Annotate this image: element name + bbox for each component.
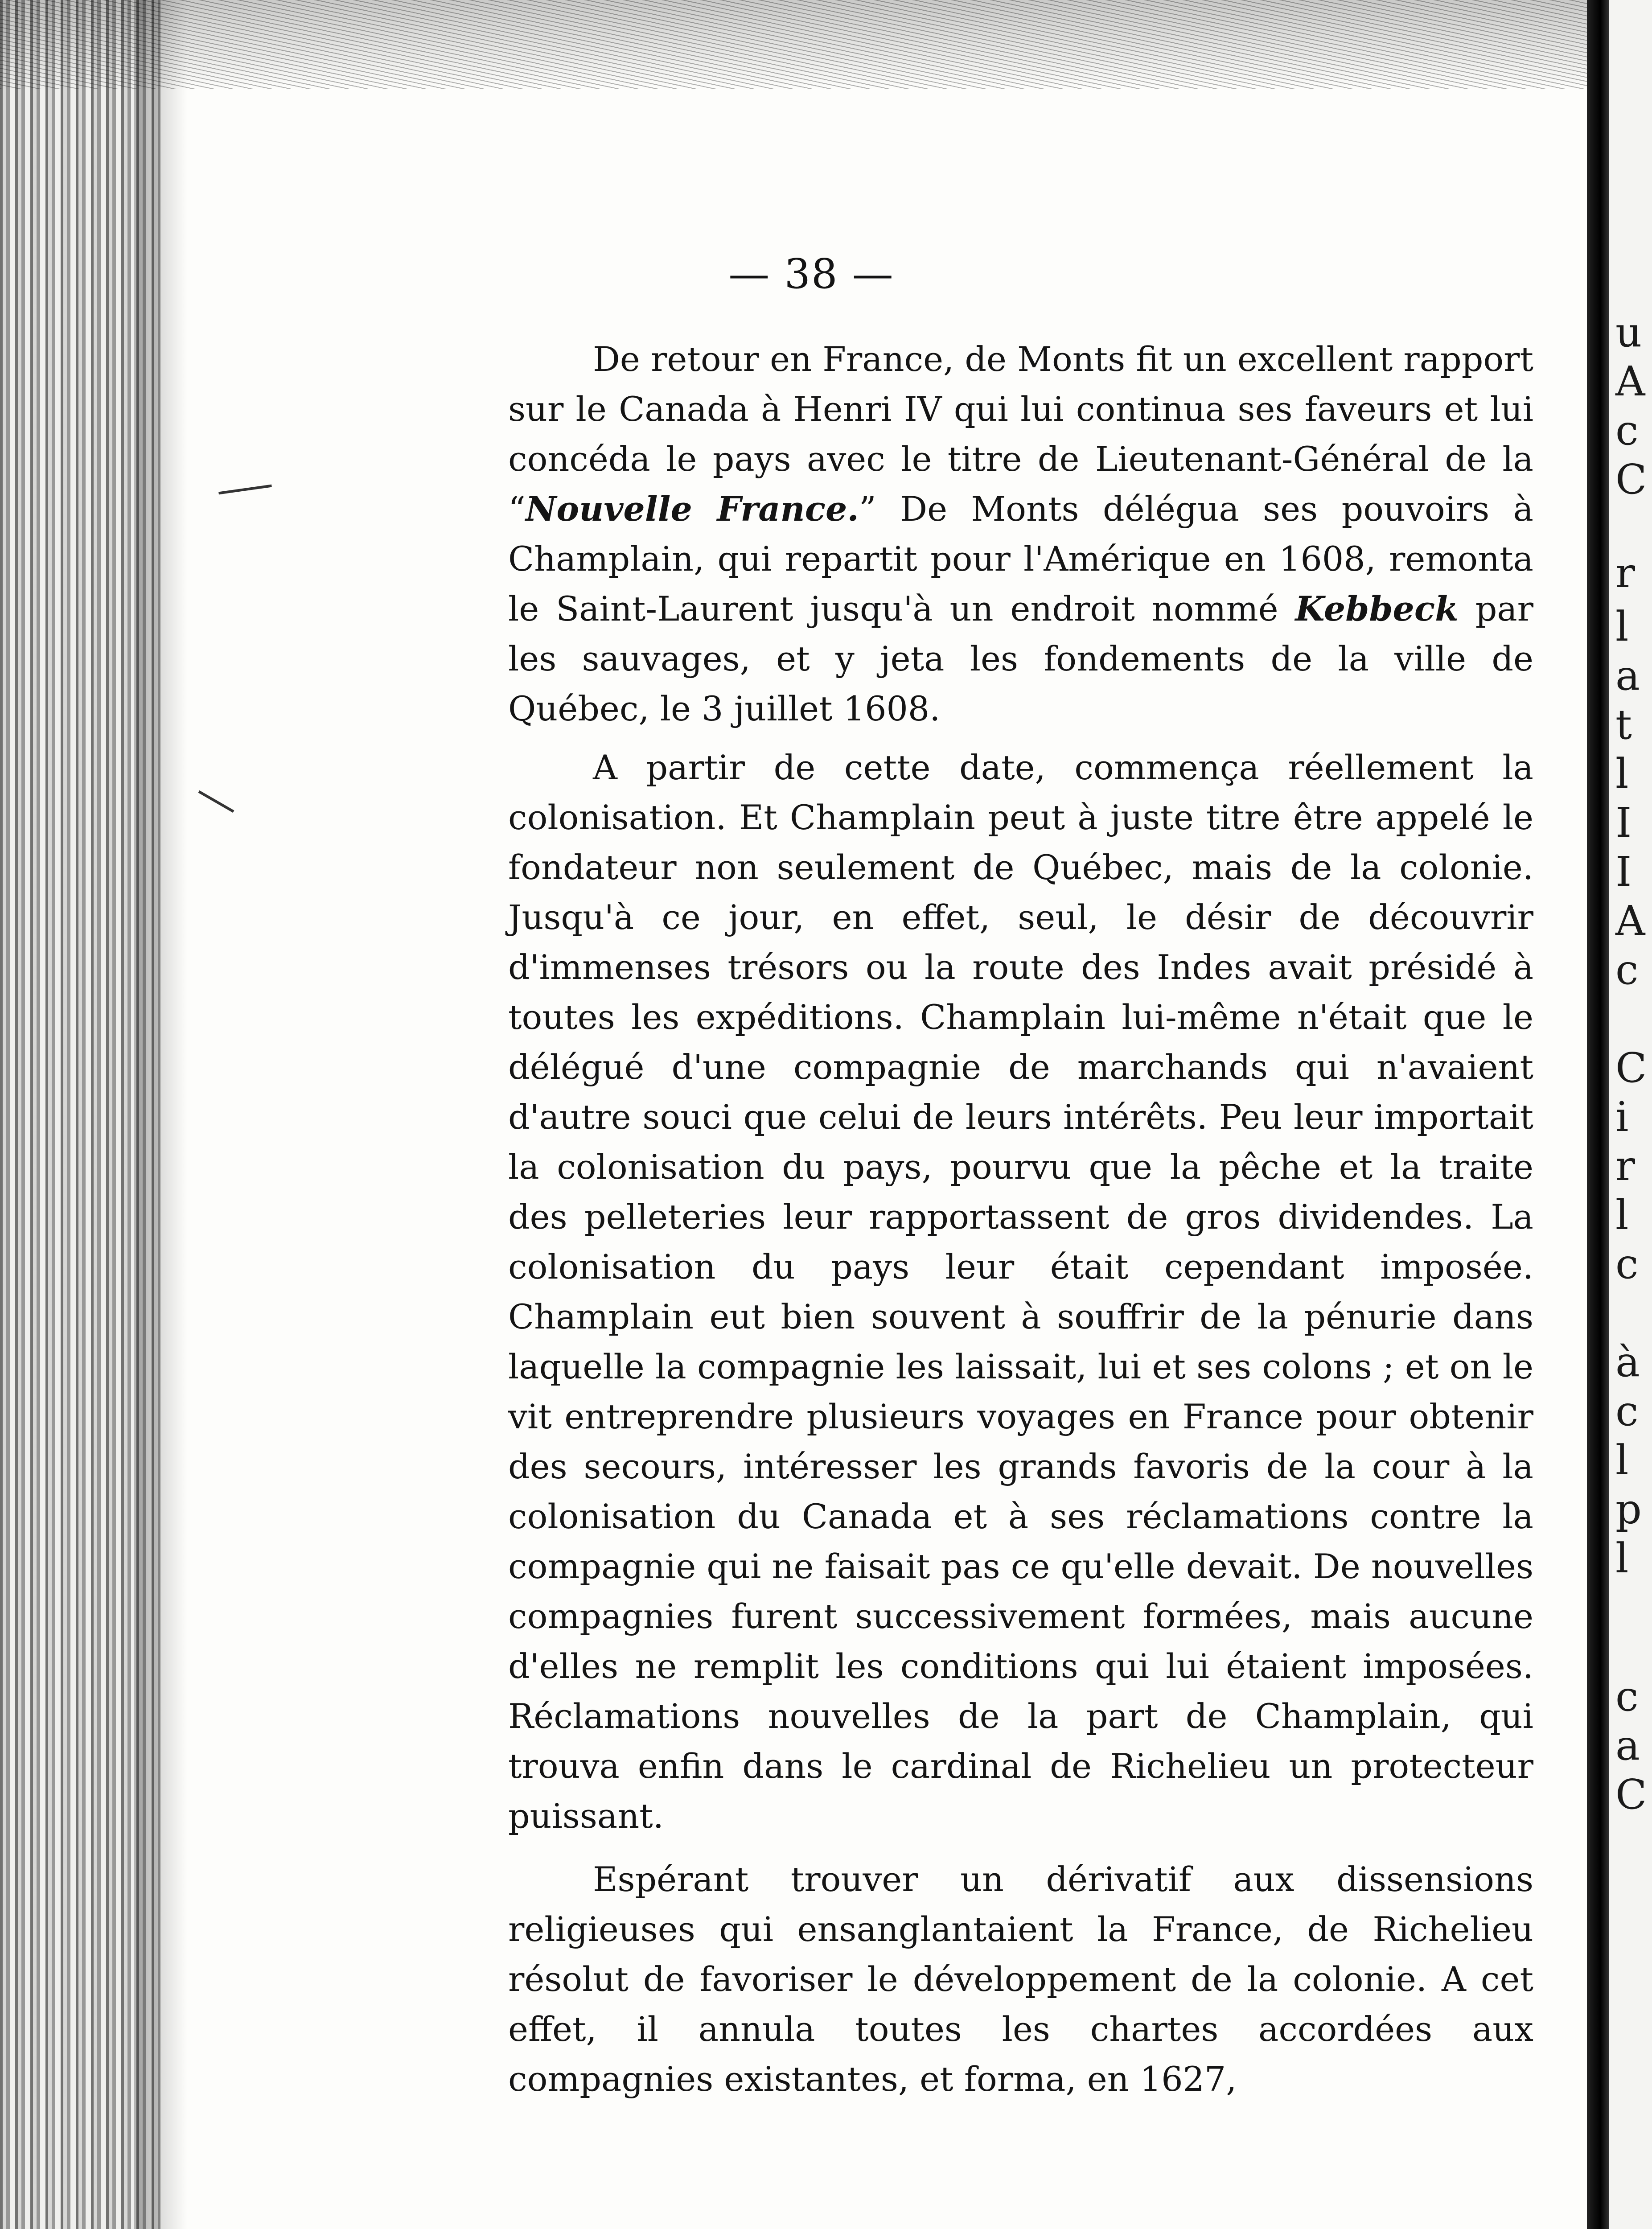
paragraph: A partir de cette date, commença réellement la colonisation. Et Champlain peut à juste titre être appelé le fondateur non seulement de Québec, mais de la colonie. Jusqu'à ce jour, en effet, seul, le désir de découvrir d'immenses trésors ou la route des Indes avait présidé à toutes les expéditions. Champlain lui-même n'était que le délégué d'une compagnie de marchands qui n'avaient d'autre souci que celui de leurs intérêts. Peu leur importait la colonisation du pays, pourvu que la pêche et la traite des pelleteries leur rapportassent de gros dividendes. La colonisation du pays leur était cependant imposée. Champlain eut bien souvent à souffrir de la pénurie dans laquelle la compagnie les laissait, lui et ses colons ; et on le vit entreprendre plusieurs voyages en France pour obtenir des secours, intéresser les grands favoris de la cour à la colonisation du Canada et à ses réclamations contre la compagnie qui ne faisait pas ce qu'elle devait. De nouvelles compagnies furent successivement formées, mais aucune d'elles ne remplit les conditions qui lui étaient imposées. Réclamations nouvelles de la part de Champlain, qui trouva enfin dans le cardinal de Richelieu un protecteur puissant. [508,748,1533,1836]
next-page-letter: r [1615,549,1635,597]
next-page-letter: c [1615,1387,1639,1435]
paragraph [508,334,1533,734]
next-page-letter: c [1615,946,1639,994]
next-page-letter: p [1615,1485,1642,1533]
body-text [508,334,1533,2104]
next-page-letter: c [1615,1240,1639,1288]
next-page-letter: l [1615,750,1629,798]
next-page-letter: C [1615,1044,1647,1092]
next-page-letter: c [1615,407,1639,454]
italic-term: Nouvelle France. [525,489,859,529]
paragraph-text: De retour en France, de Monts fit un excellent rapport sur le Canada à Henri IV qui lui continua ses faveurs et lui concéda le pays avec le titre de Lieutenant-Général de la “ [508,339,1534,529]
next-page-letter: à [1615,1338,1640,1386]
margin-mark [198,790,234,813]
next-page-letter: C [1615,456,1647,503]
paragraph-text: ” De Monts délégua ses pouvoirs à Champlain, qui repartit pour l'Amérique en 1608, remonta le Saint-Laurent jusqu'à un endroit nommé [508,489,1533,629]
binding-shadow [134,0,187,2229]
next-page-letter: l [1615,1436,1629,1484]
scan-noise-top [0,0,1652,89]
next-page-edge [1609,0,1652,2229]
next-page-letter: I [1615,848,1632,896]
next-page-letter: C [1615,1771,1647,1818]
paragraph: Espérant trouver un dérivatif aux dissensions religieuses qui ensanglantaient la France, de Richelieu résolut de favoriser le développement de la colonie. A cet effet, il annula toutes les chartes accordées aux compagnies existantes, et forma, en 1627, [508,1859,1533,2099]
next-page-letter: l [1615,1534,1629,1582]
next-page-letter: A [1615,358,1645,405]
margin-mark [218,485,272,495]
next-page-letter: c [1615,1673,1639,1720]
next-page-letter: u [1615,308,1642,356]
next-page-letter: a [1615,652,1640,699]
next-page-letter: i [1615,1093,1629,1141]
italic-term: Kebbeck [1295,589,1459,629]
next-page-letter: I [1615,799,1632,847]
next-page-letter: a [1615,1722,1640,1769]
page-number: — 38 — [728,250,894,298]
page-gutter [1587,0,1609,2229]
paragraph-text: par les sauvages, et y jeta les fondements de la ville de Québec, le 3 juillet 1608. [508,589,1533,728]
next-page-letter: l [1615,603,1629,650]
next-page-letter: r [1615,1142,1635,1190]
next-page-letter: t [1615,701,1632,748]
next-page-letter: A [1615,897,1645,945]
next-page-letter: l [1615,1191,1629,1239]
